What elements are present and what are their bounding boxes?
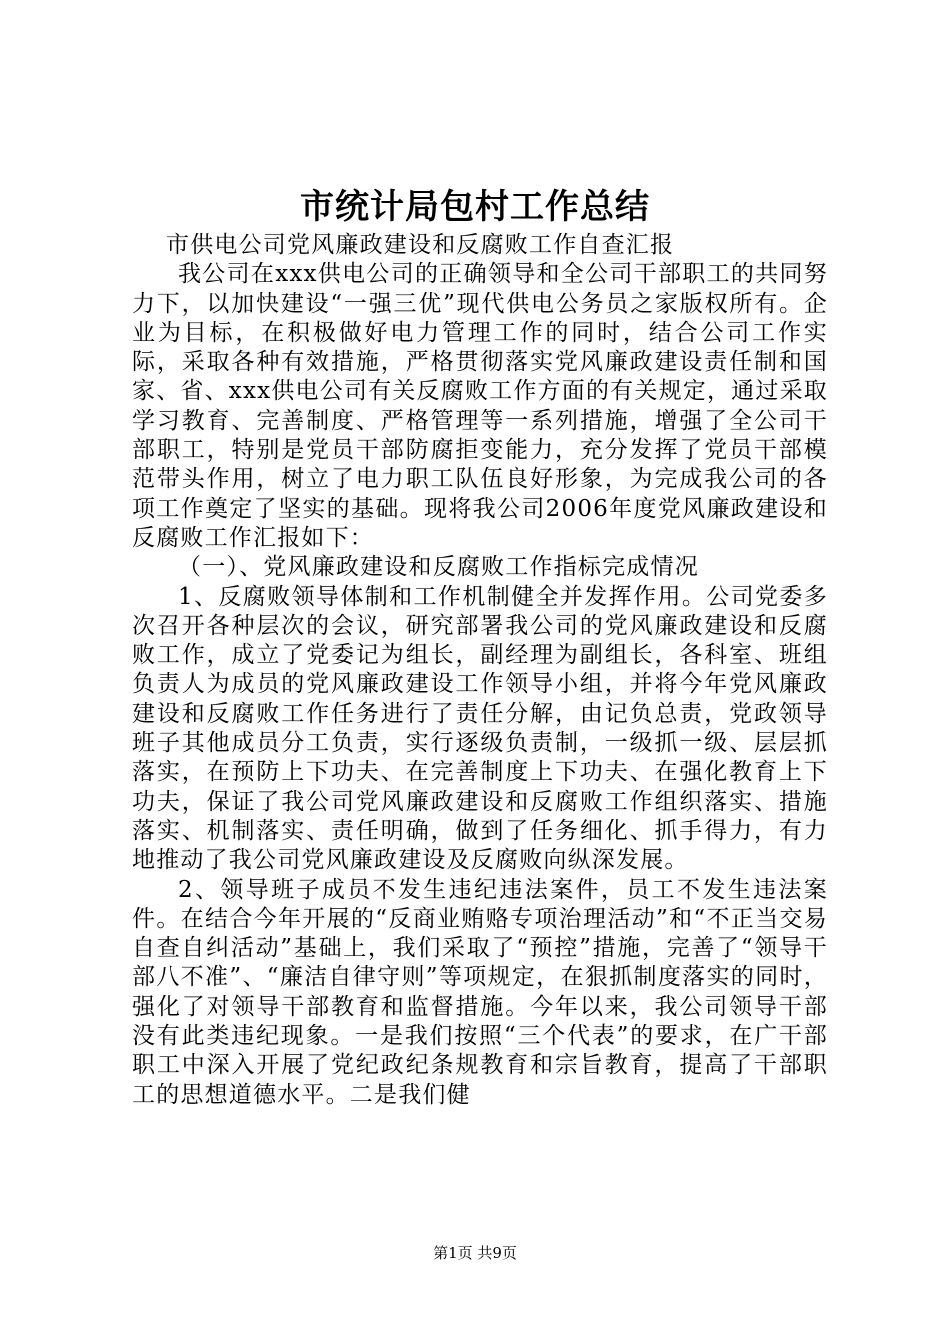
document-subtitle: 市供电公司党风廉政建设和反腐败工作自查汇报 [166,232,675,258]
section-heading: （一）、党风廉政建设和反腐败工作指标完成情况 [178,554,699,581]
paragraph-item-1: 1、反腐败领导体制和工作机制健全并发挥作用。公司党委多次召开各种层次的会议，研究部署我公司的党风廉政建设和反腐败工作，成立了党委记为组长，副经理为副组长，各科室、班组负责人为成员的党风廉政建设工作领导小组，并将今年党风廉政建设和反腐败工作任务进行了责任分解，由记负总责，党政领导班子其他成员分工负责，实行逐级负责制，一级抓一级、层层抓落实，在预防上下功夫、在完善制度上下功夫、在强化教育上下功夫，保证了我公司党风廉政建设和反腐败工作组织落实、措施落实、机制落实、责任明确，做到了任务细化、抓手得力，有力地推动了我公司党风廉政建设及反腐败向纵深发展。 [132,583,828,874]
document-body [132,231,828,1110]
document-title: 市统计局包村工作总结 [300,187,650,227]
paragraph-intro: 我公司在xxx供电公司的正确领导和全公司干部职工的共同努力下，以加快建设“一强三优”现代供电公务员之家版权所有。企业为目标，在积极做好电力管理工作的同时，结合公司工作实际，采取各种有效措施，严格贯彻落实党风廉政建设责任制和国家、省、xxx供电公司有关反腐败工作方面的有关规定，通过采取学习教育、完善制度、严格管理等一系列措施，增强了全公司干部职工，特别是党员干部防腐拒变能力，充分发挥了党员干部模范带头作用，树立了电力职工队伍良好形象，为完成我公司的各项工作奠定了坚实的基础。现将我公司2006年度党风廉政建设和反腐败工作汇报如下： [132,261,828,551]
page-footer: 第1页 共9页 [433,1244,517,1262]
paragraph-item-2: 2、领导班子成员不发生违纪违法案件，员工不发生违法案件。在结合今年开展的“反商业贿赂专项治理活动”和“不正当交易自查自纠活动”基础上，我们采取了“预控”措施，完善了“领导干部八不准”、“廉洁自律守则”等项规定，在狠抓制度落实的同时，强化了对领导干部教育和监督措施。今年以来，我公司领导干部没有此类违纪现象。一是我们按照“三个代表”的要求，在广干部职工中深入开展了党纪政纪条规教育和宗旨教育，提高了干部职工的思想道德水平。二是我们健 [132,876,828,1108]
